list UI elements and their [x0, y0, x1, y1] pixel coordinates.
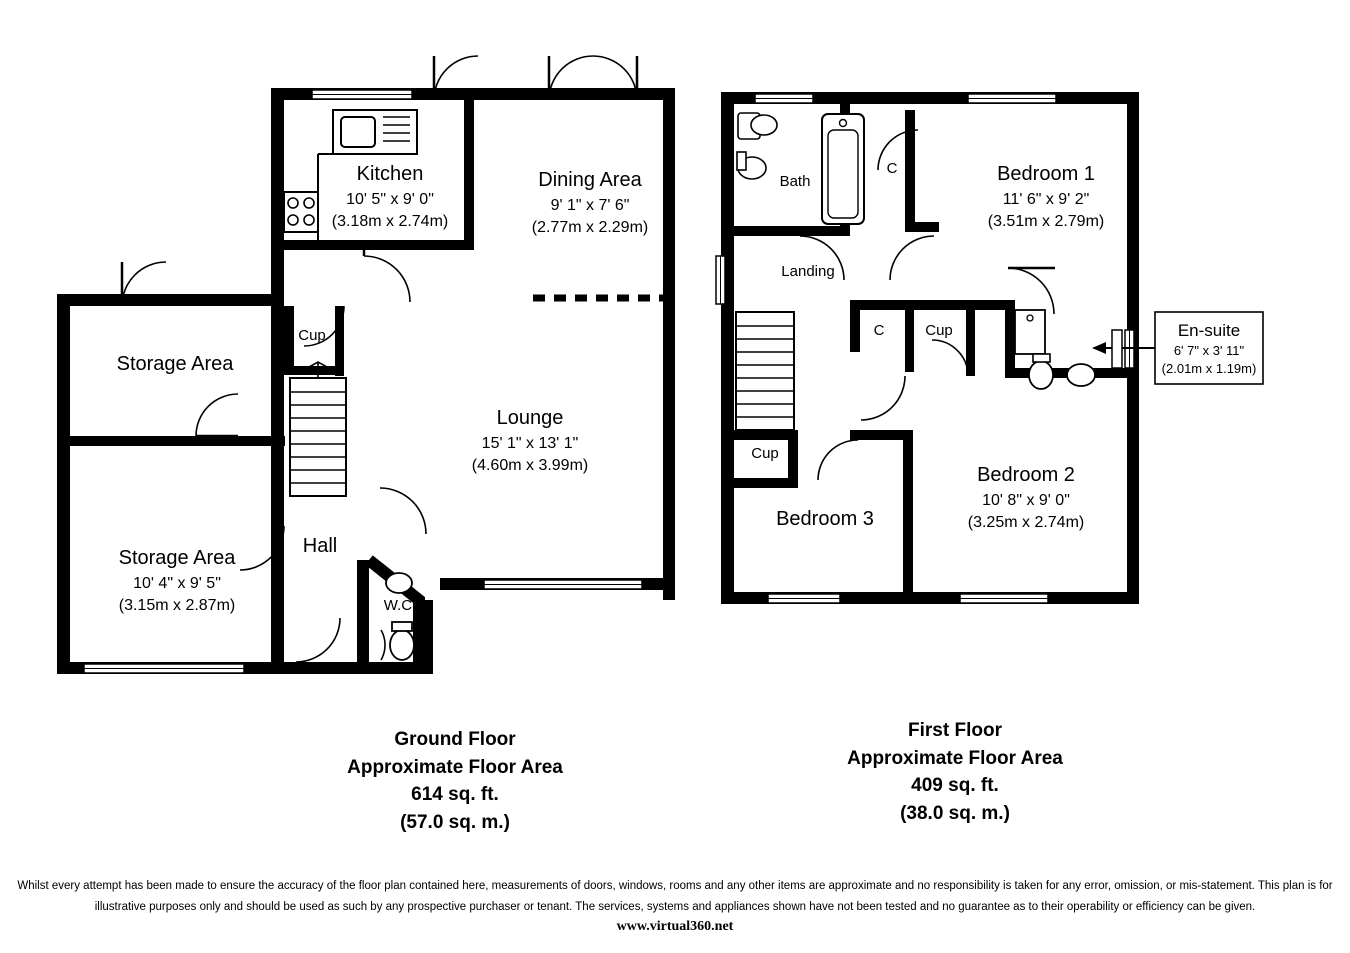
room-dim-storage-imperial: 10' 4" x 9' 5"	[133, 575, 221, 592]
first-floor-area-caption: Approximate Floor Area	[847, 747, 1063, 769]
room-dim-kitchen-metric: (3.18m x 2.74m)	[331, 213, 449, 230]
ground-floor-area-sqft: 614 sq. ft.	[411, 784, 499, 806]
room-label-bedroom-1: Bedroom 1	[997, 163, 1095, 185]
disclaimer-line-1: Whilst every attempt has been made to ensure the accuracy of the floor plan contained here, measurements of doors, windows, rooms and any other items are approximate and no responsibility is taken for any error, omission, or mis-statement. This plan is for	[17, 880, 1333, 892]
room-dim-kitchen-imperial: 10' 5" x 9' 0"	[346, 191, 434, 208]
room-dim-bedroom2-metric: (3.25m x 2.74m)	[967, 514, 1085, 531]
callout-dim-ensuite-imperial: 6' 7" x 3' 11"	[1173, 343, 1245, 358]
first-floor-title: First Floor	[908, 720, 1002, 741]
room-label-storage-area-lower: Storage Area	[118, 547, 236, 569]
room-dim-dining-metric: (2.77m x 2.29m)	[531, 219, 649, 236]
room-dim-bedroom1-imperial: 11' 6" x 9' 2"	[1002, 191, 1090, 208]
room-dim-bedroom1-metric: (3.51m x 2.79m)	[987, 213, 1105, 230]
room-dim-lounge-metric: (4.60m x 3.99m)	[471, 457, 589, 474]
website-label: www.virtual360.net	[616, 919, 734, 934]
room-label-cup-first-upper: Cup	[925, 322, 953, 339]
room-dim-lounge-imperial: 15' 1" x 13' 1"	[481, 435, 579, 452]
room-label-cupboard-c1: C	[886, 160, 898, 177]
room-dim-bedroom2-imperial: 10' 8" x 9' 0"	[982, 492, 1070, 509]
room-label-cupboard-c2: C	[873, 322, 885, 339]
ground-floor-title: Ground Floor	[394, 729, 516, 750]
ground-floor-title-block	[260, 726, 650, 836]
room-dim-storage-metric: (3.15m x 2.87m)	[118, 597, 236, 614]
room-label-cup-ground: Cup	[298, 327, 326, 344]
room-label-bedroom-2: Bedroom 2	[977, 464, 1075, 486]
disclaimer-line-2: illustrative purposes only and should be used as such by any prospective purchaser or tenant. The services, systems and appliances shown have not been tested and no guarantee as to their operability or efficiency can be given.	[94, 901, 1256, 913]
callout-label-ensuite: En-suite	[1177, 321, 1241, 340]
first-floor-title-block	[760, 717, 1150, 827]
ground-floor-area-sqm: (57.0 sq. m.)	[400, 811, 510, 833]
room-dim-dining-imperial: 9' 1" x 7' 6"	[550, 197, 630, 214]
room-label-cup-first-lower: Cup	[751, 445, 779, 462]
room-label-kitchen: Kitchen	[356, 163, 424, 185]
first-floor-area-sqm: (38.0 sq. m.)	[900, 802, 1010, 824]
room-label-landing: Landing	[781, 263, 835, 280]
callout-dim-ensuite-metric: (2.01m x 1.19m)	[1161, 361, 1257, 376]
room-label-lounge: Lounge	[496, 407, 564, 429]
room-label-storage-area-upper: Storage Area	[116, 353, 234, 375]
room-label-dining-area: Dining Area	[538, 169, 642, 191]
room-label-bath: Bath	[779, 173, 811, 190]
room-label-wc: W.C.	[383, 597, 417, 614]
first-floor-area-sqft: 409 sq. ft.	[911, 775, 999, 797]
ground-floor-area-caption: Approximate Floor Area	[347, 756, 563, 778]
room-label-bedroom-3: Bedroom 3	[776, 508, 874, 530]
room-label-hall: Hall	[302, 535, 338, 557]
